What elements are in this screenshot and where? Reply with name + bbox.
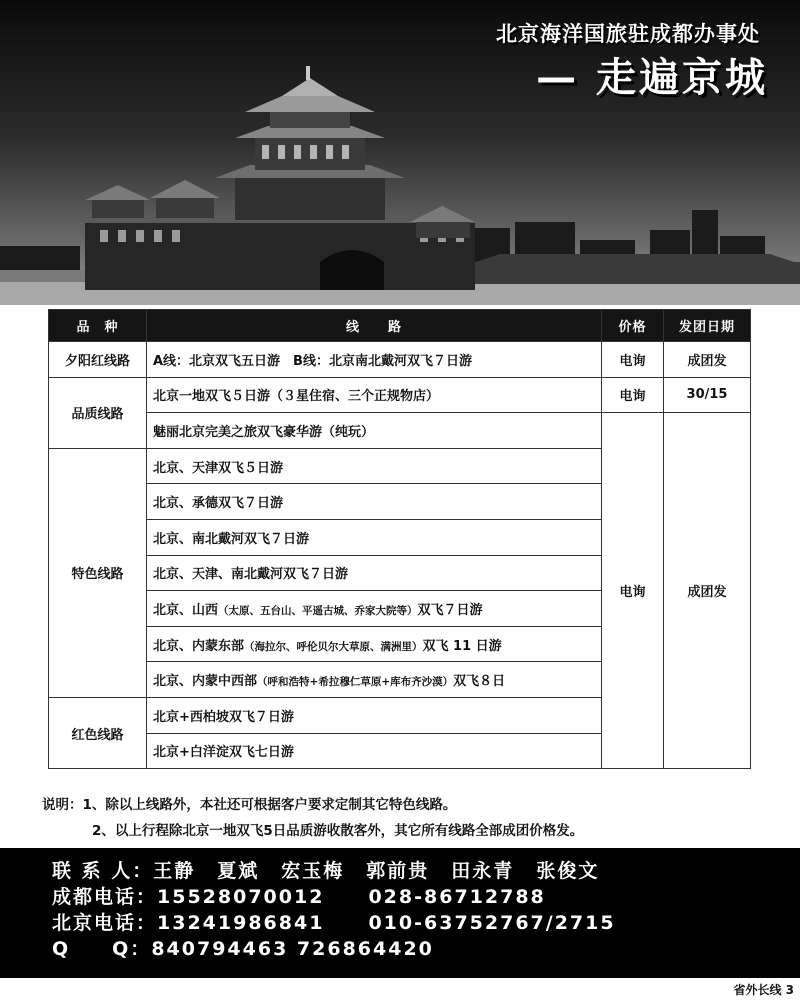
table-row — [49, 377, 751, 413]
route-special-7-detail: （呼和浩特+希拉穆仁草原+库布齐沙漠） — [257, 676, 454, 689]
category-special: 特色线路 — [49, 448, 147, 697]
chengdu-phone: 028-86712788 — [368, 886, 546, 908]
route-special-4: 北京、天津、南北戴河双飞７日游 — [147, 555, 602, 591]
qq-numbers: 840794463 726864420 — [151, 938, 434, 960]
header-price: 价格 — [602, 310, 664, 342]
routes-table-container — [48, 309, 750, 769]
contact-people-line — [52, 858, 800, 884]
header-category: 品 种 — [49, 310, 147, 342]
contact-person: 田永青 — [451, 860, 515, 882]
beijing-phone-line — [52, 910, 800, 936]
agency-name: 北京海洋国旅驻成都办事处 — [496, 22, 760, 46]
slogan-title: — 走遍京城 — [536, 55, 768, 101]
date-quality-1: 30/15 — [664, 377, 751, 413]
price-sunset: 电询 — [602, 342, 664, 378]
category-sunset: 夕阳红线路 — [49, 342, 147, 378]
qq-label: Q Q： — [52, 938, 152, 960]
beijing-mobile: 13241986841 — [157, 912, 325, 934]
route-special-6-tail: 双飞 11 日游 — [422, 638, 502, 654]
route-special-5 — [147, 591, 602, 627]
contact-person: 王静 — [153, 860, 196, 882]
chengdu-phone-line — [52, 884, 800, 910]
chengdu-mobile: 15528070012 — [157, 886, 325, 908]
beijing-phone: 010-63752767/2715 — [368, 912, 616, 934]
qq-line — [52, 936, 800, 962]
note-line-2: 2、以上行程除北京一地双飞5日品质游收散客外，其它所有线路全部成团价格发。 — [92, 823, 584, 839]
category-quality: 品质线路 — [49, 377, 147, 448]
contact-person: 张俊文 — [536, 860, 600, 882]
route-special-1: 北京、天津双飞５日游 — [147, 448, 602, 484]
contact-person: 宏玉梅 — [281, 860, 345, 882]
category-red: 红色线路 — [49, 697, 147, 768]
route-red-1: 北京+西柏坡双飞７日游 — [147, 697, 602, 733]
route-sunset: A线：北京双飞五日游 B线：北京南北戴河双飞７日游 — [147, 342, 602, 378]
contact-person: 夏斌 — [217, 860, 260, 882]
route-quality-2: 魅丽北京完美之旅双飞豪华游（纯玩） — [147, 413, 602, 449]
page-footer-label: 省外长线 3 — [733, 983, 794, 997]
header-date: 发团日期 — [664, 310, 751, 342]
contact-person: 郭前贵 — [366, 860, 430, 882]
note-line-1: 说明：1、除以上线路外，本社还可根据客户要求定制其它特色线路。 — [42, 797, 457, 813]
route-red-2: 北京+白洋淀双飞七日游 — [147, 733, 602, 769]
beijing-label: 北京电话： — [52, 912, 158, 934]
route-special-6-detail: （海拉尔、呼伦贝尔大草原、满洲里） — [244, 640, 423, 653]
header-route: 线 路 — [147, 310, 602, 342]
table-row — [49, 342, 751, 378]
route-special-5-detail: （太原、五台山、平遥古城、乔家大院等） — [218, 604, 418, 617]
date-merged: 成团发 — [664, 413, 751, 769]
route-special-7 — [147, 662, 602, 698]
header-banner — [0, 0, 800, 305]
routes-table — [48, 309, 751, 769]
notes-section — [42, 792, 782, 844]
chengdu-label: 成都电话： — [52, 886, 158, 908]
price-merged: 电询 — [602, 413, 664, 769]
route-special-3: 北京、南北戴河双飞７日游 — [147, 519, 602, 555]
route-quality-1: 北京一地双飞５日游（３星住宿、三个正规物店） — [147, 377, 602, 413]
route-special-6 — [147, 626, 602, 662]
route-special-7-main: 北京、内蒙中西部 — [153, 674, 258, 690]
route-special-6-main: 北京、内蒙东部 — [153, 638, 245, 654]
table-row — [49, 413, 751, 449]
contact-people-label: 联 系 人： — [52, 860, 154, 882]
price-quality-1: 电询 — [602, 377, 664, 413]
table-header-row — [49, 310, 751, 342]
route-special-5-tail: 双飞７日游 — [417, 602, 483, 618]
contact-block — [0, 848, 800, 978]
date-sunset: 成团发 — [664, 342, 751, 378]
route-special-7-tail: 双飞８日 — [453, 674, 506, 690]
route-special-2: 北京、承德双飞７日游 — [147, 484, 602, 520]
route-special-5-main: 北京、山西 — [153, 602, 219, 618]
